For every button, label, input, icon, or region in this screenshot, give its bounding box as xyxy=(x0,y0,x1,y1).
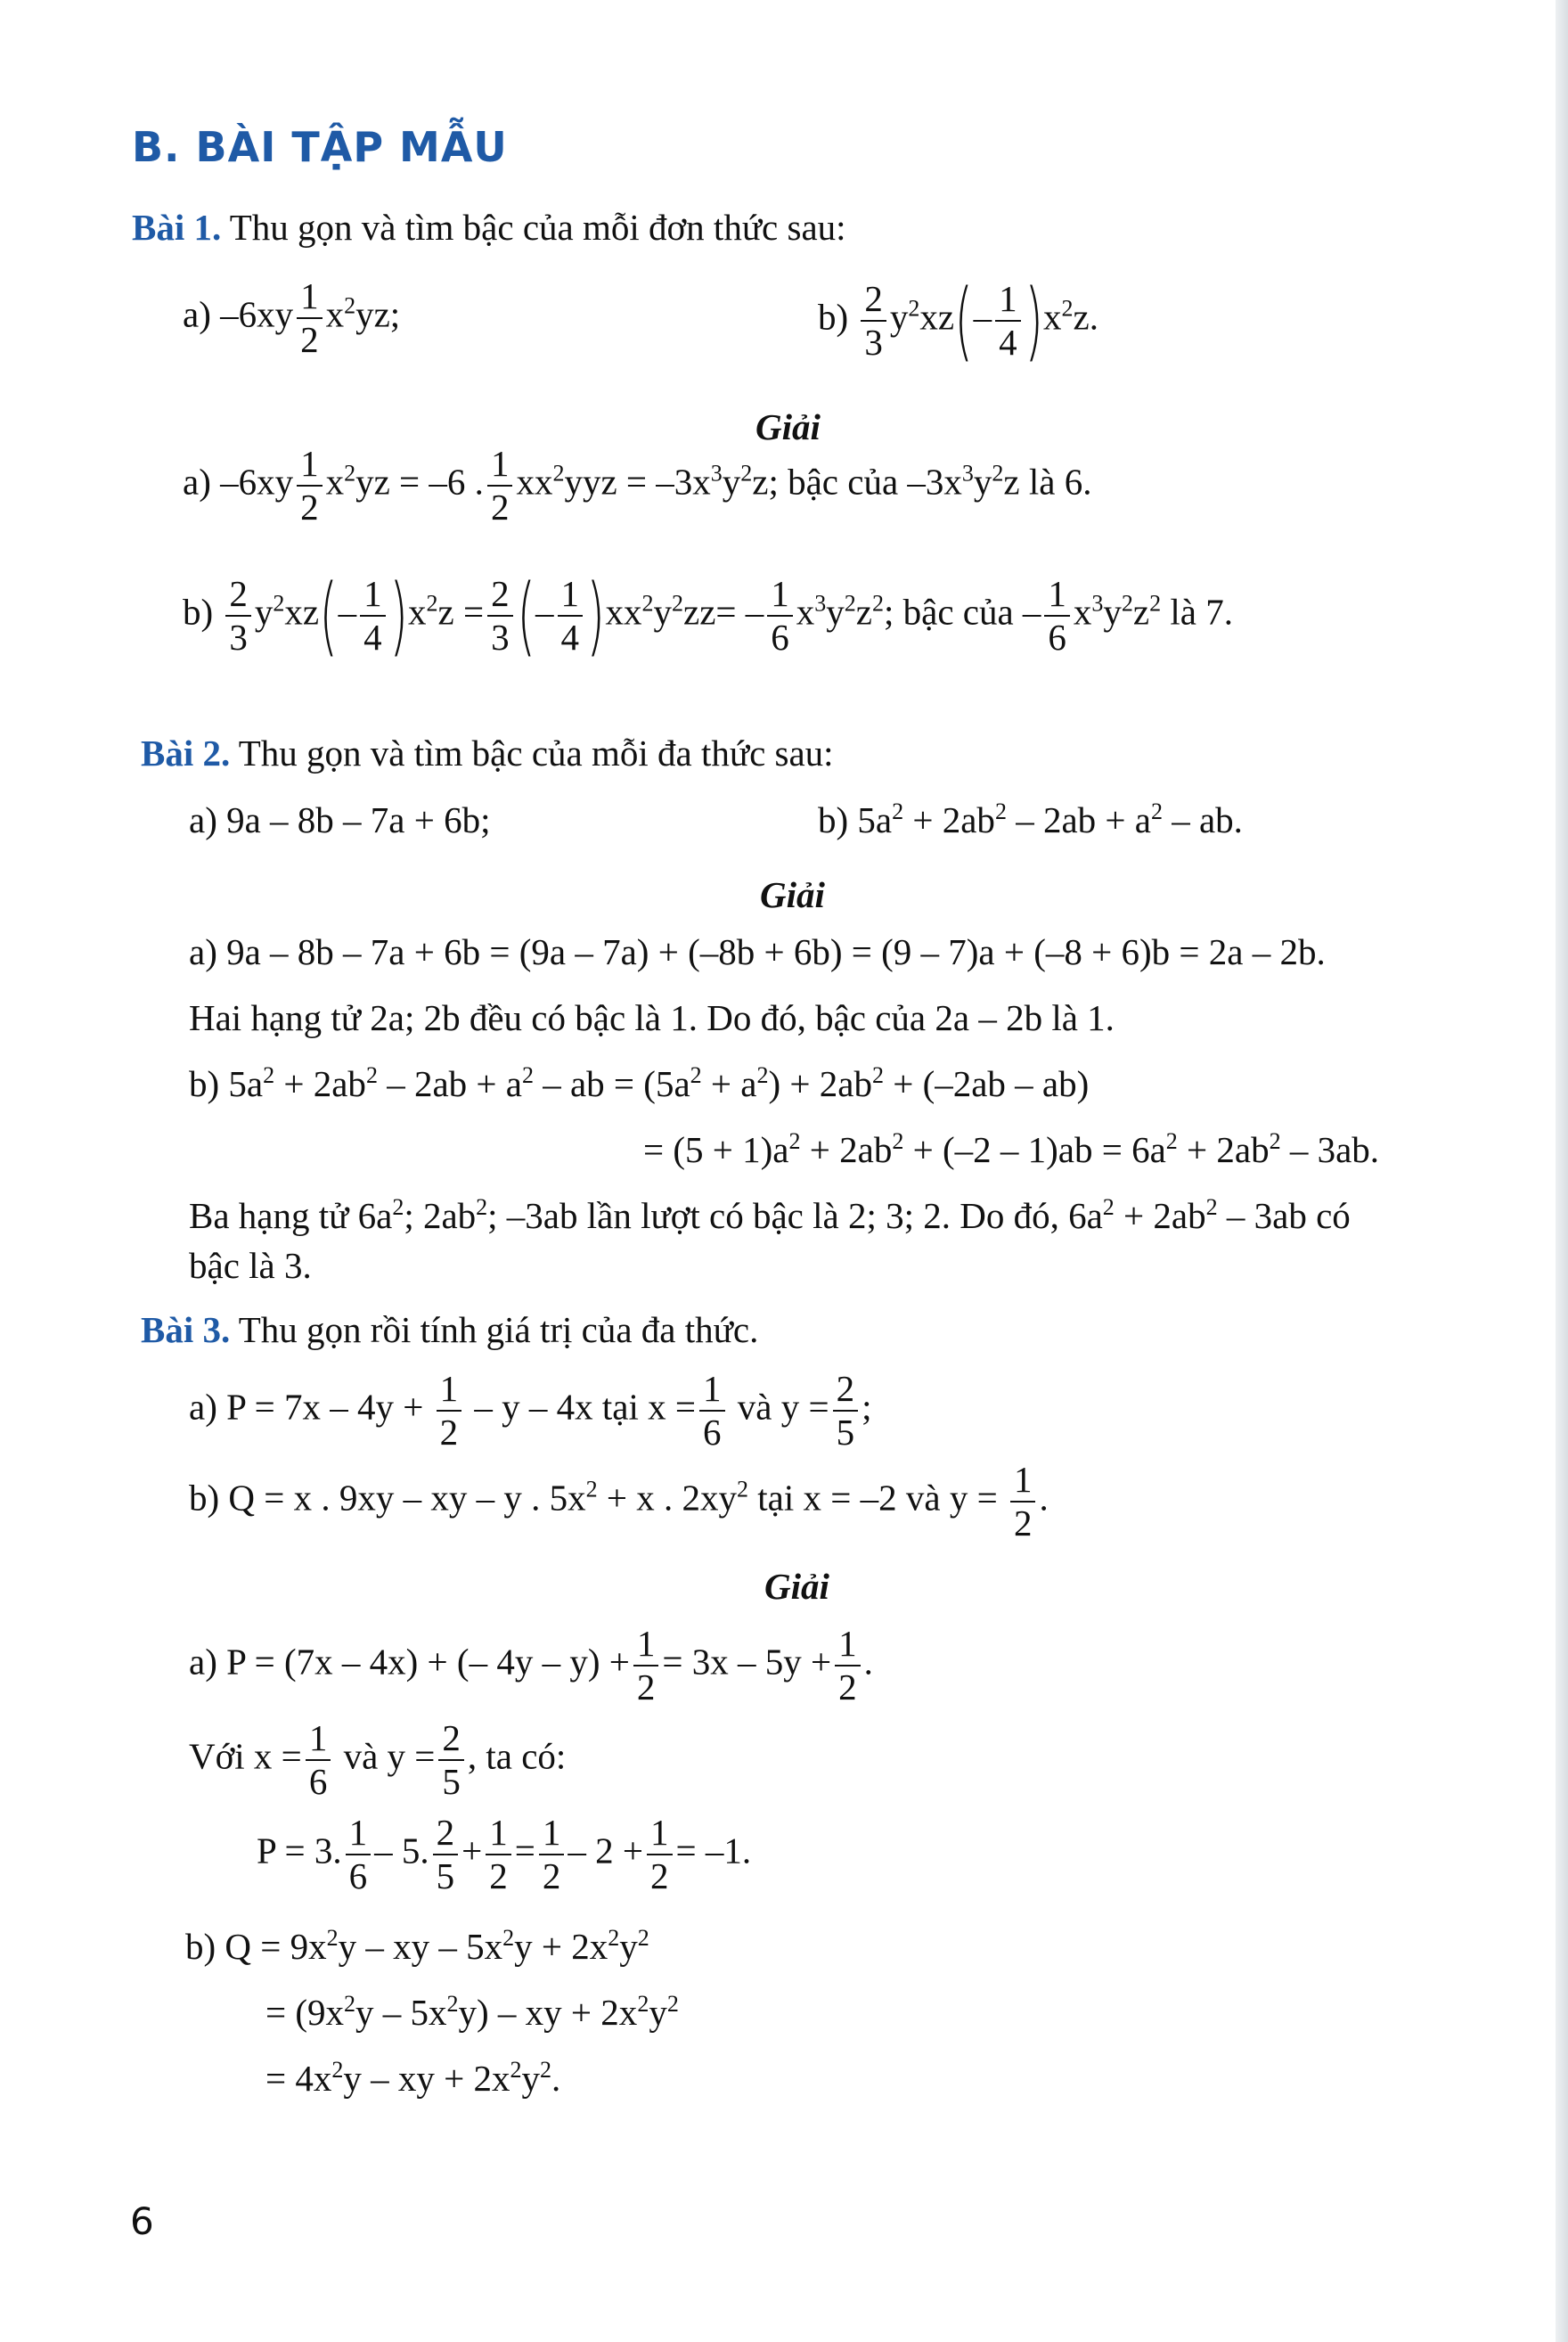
text: + xyxy=(461,1830,483,1871)
text: – 3ab. xyxy=(1280,1129,1380,1170)
exponent: 3 xyxy=(710,460,723,487)
text: x xyxy=(408,591,427,633)
exercise-3b-solution-step3 xyxy=(265,2057,561,2099)
exponent: 2 xyxy=(1061,295,1074,322)
fraction xyxy=(297,275,323,360)
exponent: 2 xyxy=(552,460,565,487)
text: a) P = (7x – 4x) + (– 4y – y) + xyxy=(189,1641,630,1683)
denominator: 2 xyxy=(487,485,513,526)
denominator: 3 xyxy=(225,615,251,656)
text: và y = xyxy=(737,1386,829,1428)
text: ; 2ab xyxy=(404,1195,477,1236)
exponent: 2 xyxy=(1269,1128,1281,1154)
denominator: 6 xyxy=(1044,615,1070,656)
fraction xyxy=(833,1368,859,1453)
text: = xyxy=(514,1830,535,1871)
denominator: 2 xyxy=(835,1665,861,1706)
exponent: 2 xyxy=(666,1991,679,2017)
text: b) Q = x . 9xy – xy – y . 5x xyxy=(189,1477,586,1519)
numerator: 2 xyxy=(491,573,510,614)
denominator: 2 xyxy=(437,1410,462,1451)
text: x xyxy=(1043,296,1062,338)
text: b) 5a xyxy=(818,799,893,840)
exponent: 2 xyxy=(510,2057,522,2083)
exponent: 2 xyxy=(476,1194,488,1220)
numerator: 1 xyxy=(542,1812,561,1853)
denominator: 4 xyxy=(360,615,386,656)
page-number: 6 xyxy=(130,2199,154,2243)
fraction xyxy=(1044,573,1070,658)
text: a) P = 7x – 4y + xyxy=(189,1386,424,1428)
numerator: 1 xyxy=(650,1812,669,1853)
fraction xyxy=(767,573,793,658)
text: là 7. xyxy=(1161,591,1233,633)
text: – 2ab + a xyxy=(377,1063,522,1104)
denominator: 4 xyxy=(995,320,1021,361)
text: ; –3ab lần lượt có bậc là 2; 3; 2. Do đó, 6a xyxy=(487,1195,1103,1236)
denominator: 3 xyxy=(861,320,886,361)
exponent: 2 xyxy=(740,460,753,487)
numerator: 1 xyxy=(703,1368,722,1409)
exponent: 2 xyxy=(756,1062,769,1088)
text: y xyxy=(254,591,274,633)
exercise-2a-prompt: a) 9a – 8b – 7a + 6b; xyxy=(189,799,491,840)
exponent: 3 xyxy=(814,590,827,617)
text: = 3x – 5y + xyxy=(662,1641,832,1683)
text: = (5 + 1)a xyxy=(643,1129,789,1170)
fraction xyxy=(346,1814,372,1895)
exercise-3-label: Bài 3. xyxy=(141,1309,231,1350)
text: – y – 4x tại x = xyxy=(474,1386,696,1428)
text: ; bậc của – xyxy=(883,591,1041,633)
numerator: 1 xyxy=(838,1623,857,1664)
exponent: 2 xyxy=(540,2057,551,2083)
text: yz = –6 . xyxy=(355,461,484,503)
fraction xyxy=(558,573,584,658)
denominator: 2 xyxy=(297,485,323,526)
text: – 5. xyxy=(374,1830,429,1871)
exponent: 2 xyxy=(788,1128,801,1154)
text: z = xyxy=(437,591,485,633)
exercise-1a-solution xyxy=(183,443,1092,528)
text: x xyxy=(534,461,553,503)
exponent: 2 xyxy=(737,1476,749,1503)
exponent: 2 xyxy=(1102,1194,1115,1220)
numerator: 2 xyxy=(442,1717,461,1758)
text: y xyxy=(653,591,672,633)
page-edge-shadow xyxy=(1556,0,1568,2342)
denominator: 6 xyxy=(346,1854,372,1895)
fraction xyxy=(487,443,513,528)
fraction xyxy=(306,1717,331,1802)
text: y xyxy=(619,1926,638,1967)
text: y xyxy=(722,461,741,503)
exponent: 2 xyxy=(608,1925,620,1951)
denominator: 2 xyxy=(1010,1501,1036,1542)
numerator: 1 xyxy=(300,275,319,316)
text: z là 6. xyxy=(1003,461,1092,503)
text: = 4x xyxy=(265,2058,332,2099)
exercise-2b-prompt xyxy=(818,798,1243,840)
text: ) + 2ab xyxy=(768,1063,872,1104)
exercise-3a-solution-step3 xyxy=(257,1814,751,1895)
text: – ab. xyxy=(1162,799,1243,840)
text: xz xyxy=(919,296,955,338)
numerator: 2 xyxy=(836,1368,855,1409)
text: x xyxy=(325,461,345,503)
text: a) –6xy xyxy=(183,293,294,335)
denominator: 2 xyxy=(633,1665,659,1706)
exponent: 2 xyxy=(844,590,856,617)
numerator: 1 xyxy=(490,443,510,484)
text: z xyxy=(1132,591,1150,633)
text: x xyxy=(325,293,345,335)
numerator: 1 xyxy=(300,443,319,484)
right-paren: ) xyxy=(388,566,408,666)
text: x xyxy=(796,591,815,633)
exponent: 3 xyxy=(1091,590,1104,617)
numerator: 1 xyxy=(439,1368,459,1409)
numerator: 1 xyxy=(999,278,1017,319)
denominator: 6 xyxy=(767,615,793,656)
numerator: 1 xyxy=(348,1812,368,1853)
exercise-1a-prompt xyxy=(183,275,401,360)
exercise-3a-solution-step1 xyxy=(189,1625,873,1706)
fraction xyxy=(360,573,386,658)
fraction xyxy=(297,443,323,528)
exponent: 2 xyxy=(521,1062,534,1088)
exponent: 2 xyxy=(426,590,438,617)
text: b) xyxy=(183,591,214,633)
fraction xyxy=(225,573,251,658)
solution-heading-1: Giải xyxy=(755,406,821,447)
exponent: 2 xyxy=(892,1128,904,1154)
text: – xyxy=(338,591,357,633)
numerator: 2 xyxy=(436,1812,455,1853)
numerator: 2 xyxy=(864,278,883,319)
exponent: 2 xyxy=(637,1925,649,1951)
denominator: 2 xyxy=(486,1854,511,1895)
denominator: 2 xyxy=(647,1854,673,1895)
exponent: 3 xyxy=(961,460,974,487)
numerator: 1 xyxy=(636,1623,656,1664)
exponent: 2 xyxy=(637,1991,649,2017)
exponent: 2 xyxy=(672,590,683,617)
text: tại x = –2 và y = xyxy=(748,1477,998,1519)
exercise-2b-solution-step2 xyxy=(643,1128,1380,1170)
exponent: 2 xyxy=(1165,1128,1178,1154)
text: xz xyxy=(284,591,320,633)
exercise-3b-solution-step2 xyxy=(265,1991,679,2033)
exponent: 2 xyxy=(326,1925,339,1951)
denominator: 6 xyxy=(699,1410,725,1451)
exponent: 2 xyxy=(892,798,904,824)
text: + 2ab xyxy=(274,1063,366,1104)
fraction xyxy=(486,1814,511,1895)
exponent: 2 xyxy=(1121,590,1133,617)
exponent: 2 xyxy=(273,590,285,617)
text: P = 3. xyxy=(257,1830,342,1871)
fraction xyxy=(487,573,513,658)
fraction xyxy=(438,1717,464,1802)
fraction xyxy=(835,1625,861,1706)
text: a) –6xy xyxy=(183,461,294,503)
text: + 2ab xyxy=(1114,1195,1206,1236)
exercise-2b-degree-cont: bậc là 3. xyxy=(189,1245,312,1286)
exponent: 2 xyxy=(446,1991,459,2017)
text: + x . 2xy xyxy=(597,1477,738,1519)
exponent: 2 xyxy=(502,1925,515,1951)
exercise-2b-degree xyxy=(189,1194,1351,1236)
text: y) – xy + 2x xyxy=(458,1992,638,2033)
text: y xyxy=(973,461,992,503)
exponent: 2 xyxy=(1149,590,1162,617)
text: , ta có: xyxy=(467,1735,567,1777)
numerator: 1 xyxy=(560,573,580,614)
text: . xyxy=(551,2058,561,2099)
text: b) Q = 9x xyxy=(185,1926,327,1967)
text: x xyxy=(1073,591,1092,633)
text: = (9x xyxy=(265,1992,345,2033)
exponent: 2 xyxy=(344,292,356,319)
exponent: 2 xyxy=(1205,1194,1218,1220)
text: – 2ab + a xyxy=(1006,799,1151,840)
text: y – xy – 5x xyxy=(338,1926,503,1967)
text: Ba hạng tử 6a xyxy=(189,1195,393,1236)
exponent: 2 xyxy=(263,1062,275,1088)
numerator: 1 xyxy=(308,1717,328,1758)
text: b) 5a xyxy=(189,1063,264,1104)
text: + (–2ab – ab) xyxy=(883,1063,1090,1104)
text: và y = xyxy=(343,1735,436,1777)
fraction xyxy=(995,278,1021,363)
fraction xyxy=(861,278,886,363)
solution-heading-3: Giải xyxy=(764,1566,829,1607)
text: y + 2x xyxy=(514,1926,608,1967)
numerator: 1 xyxy=(363,573,382,614)
text: z; bậc của –3x xyxy=(752,461,962,503)
exponent: 2 xyxy=(1150,798,1163,824)
text: . xyxy=(863,1641,873,1683)
text: . xyxy=(1039,1477,1049,1519)
fraction xyxy=(647,1814,673,1895)
exercise-2-statement xyxy=(141,735,834,772)
fraction xyxy=(699,1368,725,1453)
exercise-2-label: Bài 2. xyxy=(141,733,231,774)
exercise-1-task: Thu gọn và tìm bậc của mỗi đơn thức sau: xyxy=(229,207,846,248)
text: y xyxy=(521,2058,540,2099)
text: y – 5x xyxy=(355,1992,447,2033)
numerator: 2 xyxy=(229,573,248,614)
text: – 2 + xyxy=(568,1830,644,1871)
exercise-1b-prompt xyxy=(818,271,1098,371)
numerator: 1 xyxy=(1048,573,1066,614)
text: – xyxy=(973,296,992,338)
text: Với x = xyxy=(189,1735,302,1777)
text: = –1. xyxy=(675,1830,752,1871)
text: + (–2 – 1)ab = 6a xyxy=(903,1129,1166,1170)
text: y xyxy=(826,591,845,633)
exponent: 2 xyxy=(994,798,1007,824)
text: zz= – xyxy=(683,591,764,633)
exponent: 2 xyxy=(871,1062,884,1088)
exercise-2b-solution-step1 xyxy=(189,1062,1090,1104)
exponent: 2 xyxy=(392,1194,404,1220)
exponent: 2 xyxy=(908,295,920,322)
exercise-1-statement xyxy=(132,209,846,246)
exercise-1b-solution xyxy=(183,566,1233,666)
denominator: 2 xyxy=(539,1854,565,1895)
exercise-3a-solution-step2 xyxy=(189,1717,567,1802)
fraction xyxy=(1010,1459,1036,1544)
exercise-2a-degree: Hai hạng tử 2a; 2b đều có bậc là 1. Do đó, bậc của 2a – 2b là 1. xyxy=(189,997,1115,1038)
text: ; xyxy=(862,1386,872,1428)
exponent: 2 xyxy=(585,1476,598,1503)
text: xx xyxy=(605,591,642,633)
text: x xyxy=(516,461,535,503)
exercise-3-statement xyxy=(141,1309,759,1350)
text: + 2ab xyxy=(800,1129,893,1170)
left-paren: ( xyxy=(319,566,339,666)
text: b) xyxy=(818,296,849,338)
text: y xyxy=(1103,591,1122,633)
text: y xyxy=(649,1992,667,2033)
exercise-3-task: Thu gọn rồi tính giá trị của đa thức. xyxy=(238,1309,759,1350)
exercise-3b-solution-step1 xyxy=(185,1925,649,1967)
text: z. xyxy=(1073,296,1098,338)
exponent: 2 xyxy=(344,1991,356,2017)
denominator: 2 xyxy=(297,317,323,358)
exercise-3a-prompt xyxy=(189,1368,872,1453)
exercise-2-task: Thu gọn và tìm bậc của mỗi đa thức sau: xyxy=(238,733,834,774)
numerator: 1 xyxy=(1013,1459,1033,1500)
denominator: 5 xyxy=(433,1854,459,1895)
text: y – xy + 2x xyxy=(343,2058,510,2099)
right-paren: ) xyxy=(586,566,606,666)
right-paren: ) xyxy=(1024,271,1043,371)
left-paren: ( xyxy=(954,271,974,371)
numerator: 1 xyxy=(771,573,789,614)
denominator: 5 xyxy=(833,1410,859,1451)
exponent: 2 xyxy=(365,1062,378,1088)
exercise-3b-prompt xyxy=(189,1459,1049,1544)
numerator: 1 xyxy=(489,1812,508,1853)
left-paren: ( xyxy=(517,566,535,666)
section-title: B. BÀI TẬP MẪU xyxy=(132,123,508,171)
text: – xyxy=(535,591,554,633)
text: – 3ab có xyxy=(1217,1195,1351,1236)
exponent: 2 xyxy=(344,460,356,487)
text: z xyxy=(855,591,872,633)
exercise-2a-solution: a) 9a – 8b – 7a + 6b = (9a – 7a) + (–8b + 6b) = (9 – 7)a + (–8 + 6)b = 2a – 2b. xyxy=(189,931,1326,972)
exponent: 2 xyxy=(690,1062,702,1088)
denominator: 5 xyxy=(438,1759,464,1800)
exponent: 2 xyxy=(331,2057,344,2083)
fraction xyxy=(539,1814,565,1895)
text: y xyxy=(889,296,909,338)
text: – ab = (5a xyxy=(533,1063,690,1104)
fraction xyxy=(437,1368,462,1453)
solution-heading-2: Giải xyxy=(760,874,825,915)
text: yz; xyxy=(355,293,401,335)
exponent: 2 xyxy=(641,590,654,617)
text: + a xyxy=(701,1063,757,1104)
text: + 2ab xyxy=(1177,1129,1270,1170)
fraction xyxy=(433,1814,459,1895)
exercise-1-label: Bài 1. xyxy=(132,207,222,248)
text: yyz = –3x xyxy=(564,461,711,503)
text: + 2ab xyxy=(903,799,995,840)
exponent: 2 xyxy=(992,460,1004,487)
denominator: 6 xyxy=(306,1759,331,1800)
denominator: 4 xyxy=(558,615,584,656)
denominator: 3 xyxy=(487,615,513,656)
exponent: 2 xyxy=(871,590,884,617)
fraction xyxy=(633,1625,659,1706)
